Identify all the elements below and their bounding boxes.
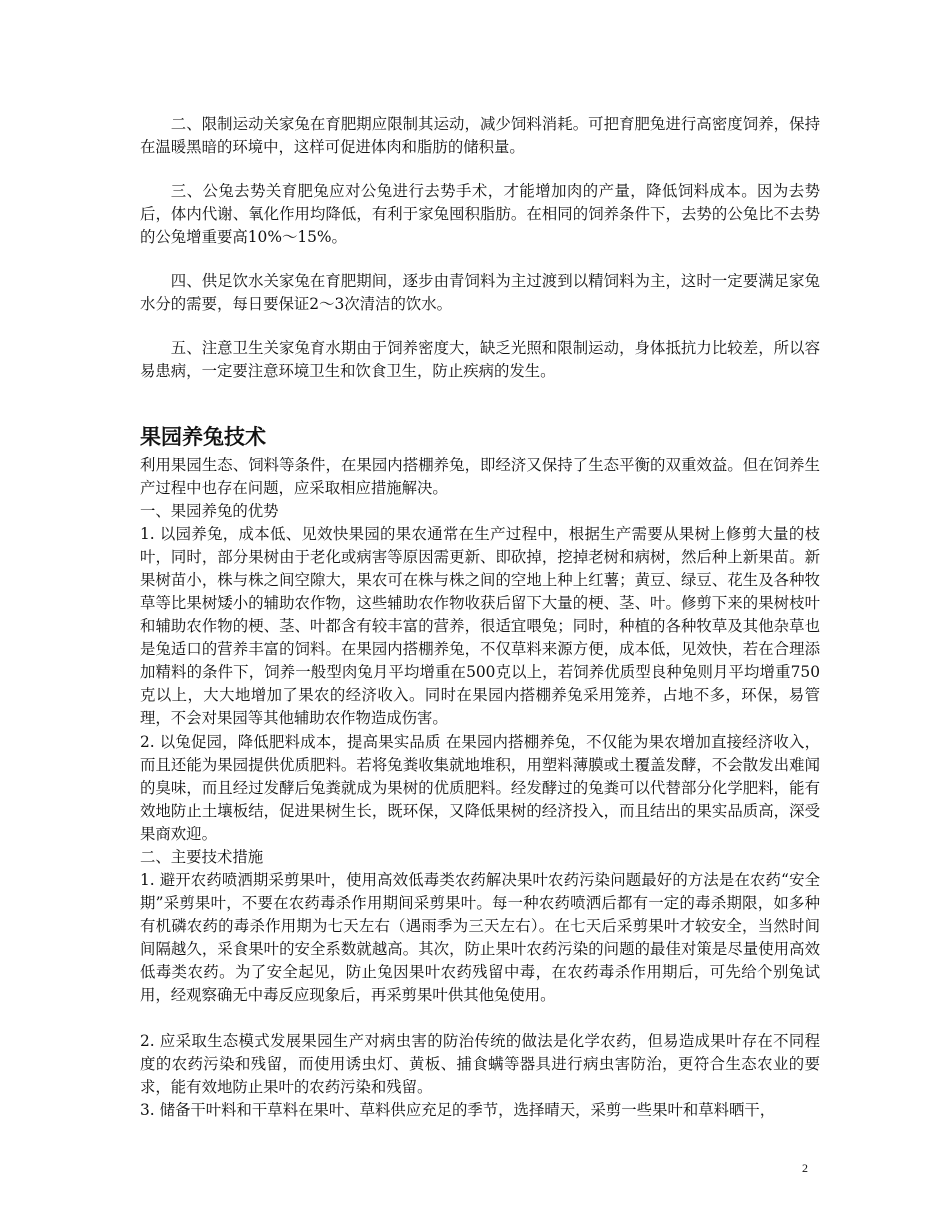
item-measure-1: 1. 避开农药喷洒期采剪果叶，使用高效低毒类农药解决果叶农药污染问题最好的方法是在农药“安全期”采剪果叶，不要在农药毒杀作用期间采剪果叶。每一种农药喷洒后都有一定的毒杀期限，如多种有机磷农药的毒杀作用期为七天左右（遇雨季为三天左右）。在七天后采剪果叶才较安全，当然时间间隔越久，采食果叶的安全系数就越高。其次，防止果叶农药污染的问题的最佳对策是尽量使用高效低毒类农药。为了安全起见，防止兔因果叶农药残留中毒，在农药毒杀作用期后，可先给个别兔试用，经观察确无中毒反应现象后，再采剪果叶供其他兔使用。 — [140, 871, 820, 1004]
section-intro: 利用果园生态、饲料等条件，在果园内搭棚养兔，即经济又保持了生态平衡的双重效益。但在饲养生产过程中也存在问题，应采取相应措施解决。 — [140, 456, 820, 497]
page-number: 2 — [802, 1161, 808, 1175]
subheading-measures: 二、主要技术措施 — [140, 848, 264, 866]
paragraph-castration: 三、公兔去势关育肥兔应对公兔进行去势手术，才能增加肉的产量，降低饲料成本。因为去势后，体内代谢、氧化作用均降低，有利于家兔囤积脂肪。在相同的饲养条件下，去势的公兔比不去势的公兔增重要高10%～15%。 — [140, 182, 820, 246]
paragraph-restrict-exercise: 二、限制运动关家兔在育肥期应限制其运动，减少饲料消耗。可把育肥兔进行高密度饲养，保持在温暖黑暗的环境中，这样可促进体肉和脂肪的储积量。 — [140, 115, 820, 156]
paragraph-hygiene: 五、注意卫生关家兔育水期由于饲养密度大，缺乏光照和限制运动，身体抵抗力比较差，所以容易患病，一定要注意环境卫生和饮食卫生，防止疾病的发生。 — [140, 339, 820, 380]
paragraph-water-supply: 四、供足饮水关家兔在育肥期间，逐步由青饲料为主过渡到以精饲料为主，这时一定要满足家兔水分的需要，每日要保证2～3次清洁的饮水。 — [140, 272, 820, 313]
section-title: 果园养兔技术 — [140, 425, 266, 449]
subheading-advantages: 一、果园养兔的优势 — [140, 502, 279, 520]
item-advantage-2: 2. 以兔促园，降低肥料成本，提高果实品质 在果园内搭棚养兔，不仅能为果农增加直接经济收入，而且还能为果园提供优质肥料。若将兔粪收集就地堆积，用塑料薄膜或土覆盖发酵，不会散发出难闻的臭味，而且经过发酵后兔粪就成为果树的优质肥料。经发酵过的兔粪可以代替部分化学肥料，能有效地防止土壤板结，促进果树生长，既环保，又降低果树的经济投入，而且结出的果实品质高，深受果商欢迎。 — [140, 733, 820, 843]
item-advantage-1: 1. 以园养兔，成本低、见效快果园的果农通常在生产过程中，根据生产需要从果树上修剪大量的枝叶，同时，部分果树由于老化或病害等原因需更新、即砍掉，挖掉老树和病树，然后种上新果苗。新果树苗小，株与株之间空隙大，果农可在株与株之间的空地上种上红薯；黄豆、绿豆、花生及各种牧草等比果树矮小的辅助农作物，这些辅助农作物收获后留下大量的梗、茎、叶。修剪下来的果树枝叶和辅助农作物的梗、茎、叶都含有较丰富的营养，很适宜喂兔；同时，种植的各种牧草及其他杂草也是兔适口的营养丰富的饲料。在果园内搭棚养兔，不仅草料来源方便，成本低，见效快，若在合理添加精料的条件下，饲养一般型肉兔月平均增重在500克以上，若饲养优质型良种兔则月平均增重750克以上，大大地增加了果农的经济收入。同时在果园内搭棚养兔采用笼养，占地不多，环保，易管理，不会对果园等其他辅助农作物造成伤害。 — [140, 525, 820, 727]
item-measure-3: 3. 储备干叶料和干草料在果叶、草料供应充足的季节，选择晴天，采剪一些果叶和草料晒干， — [140, 1101, 776, 1119]
item-measure-2: 2. 应采取生态模式发展果园生产对病虫害的防治传统的做法是化学农药，但易造成果叶存在不同程度的农药污染和残留，而使用诱虫灯、黄板、捕食螨等器具进行病虫害防治，更符合生态农业的要求，能有效地防止果叶的农药污染和残留。 — [140, 1032, 820, 1096]
